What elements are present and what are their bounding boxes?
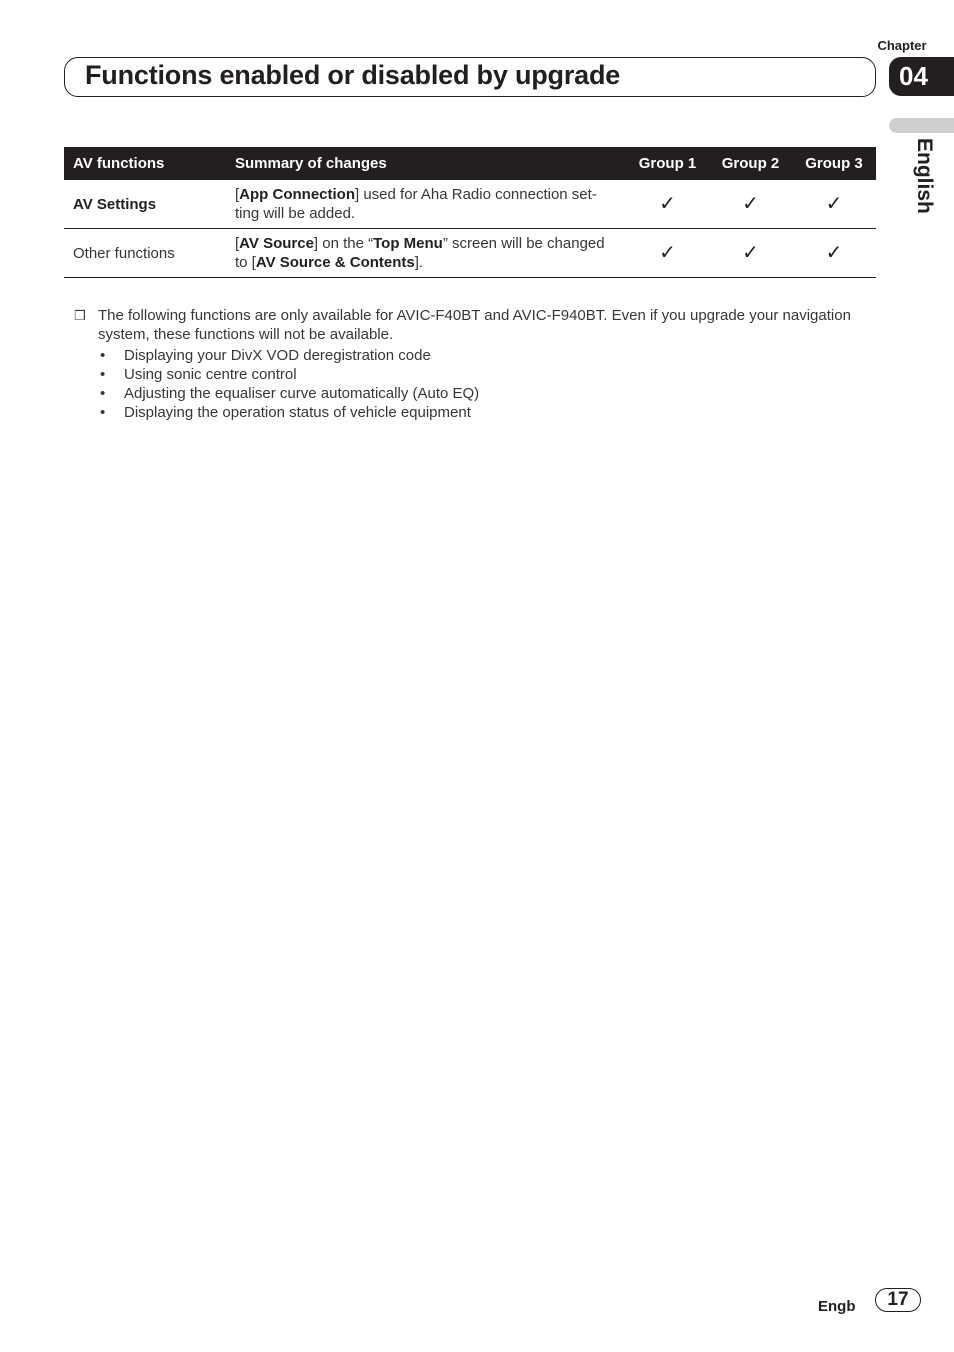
language-label: English [913, 138, 936, 214]
row-name: AV Settings [64, 180, 226, 229]
check-icon: ✓ [709, 180, 792, 229]
row-summary: [App Connection] used for Aha Radio connection set-ting will be added. [226, 180, 626, 229]
chapter-label: Chapter [877, 38, 927, 53]
header-group-2: Group 2 [709, 147, 792, 180]
note-text: The following functions are only available for AVIC-F40BT and AVIC-F940BT. Even if you upgrade your navigation system, these functions will not be available. [98, 307, 851, 343]
bullet-icon: • [100, 366, 106, 383]
table-row [64, 229, 876, 278]
list-item: • Displaying your DivX VOD deregistration code [100, 347, 431, 364]
table-row [64, 180, 876, 229]
list-item: • Using sonic centre control [100, 366, 297, 383]
note-checkbox-icon: ❒ [74, 308, 86, 323]
check-icon: ✓ [792, 229, 876, 278]
list-item: • Adjusting the equaliser curve automatically (Auto EQ) [100, 385, 480, 402]
check-icon: ✓ [626, 180, 709, 229]
header-av-functions: AV functions [64, 147, 226, 180]
bullet-icon: • [100, 385, 106, 402]
bullet-icon: • [100, 404, 106, 421]
table-header-row [64, 147, 876, 180]
footer-language-code: Engb [818, 1298, 856, 1315]
language-tab [889, 118, 954, 133]
title-box [64, 57, 876, 97]
page-number: 17 [875, 1288, 921, 1312]
page-title: Functions enabled or disabled by upgrade [85, 60, 621, 90]
note-section [64, 306, 876, 422]
row-summary: [AV Source] on the “Top Menu” screen will be changed to [AV Source & Contents]. [226, 229, 626, 278]
note-paragraph [64, 306, 876, 344]
chapter-number-tab: 04 [889, 57, 954, 96]
check-icon: ✓ [792, 180, 876, 229]
list-item: • Displaying the operation status of vehicle equipment [100, 404, 471, 421]
check-icon: ✓ [626, 229, 709, 278]
header-group-1: Group 1 [626, 147, 709, 180]
bullet-icon: • [100, 347, 106, 364]
row-name: Other functions [64, 229, 226, 278]
note-bullet-list [64, 346, 876, 422]
header-group-3: Group 3 [792, 147, 876, 180]
check-icon: ✓ [709, 229, 792, 278]
header-summary: Summary of changes [226, 147, 626, 180]
av-functions-table [64, 147, 876, 278]
